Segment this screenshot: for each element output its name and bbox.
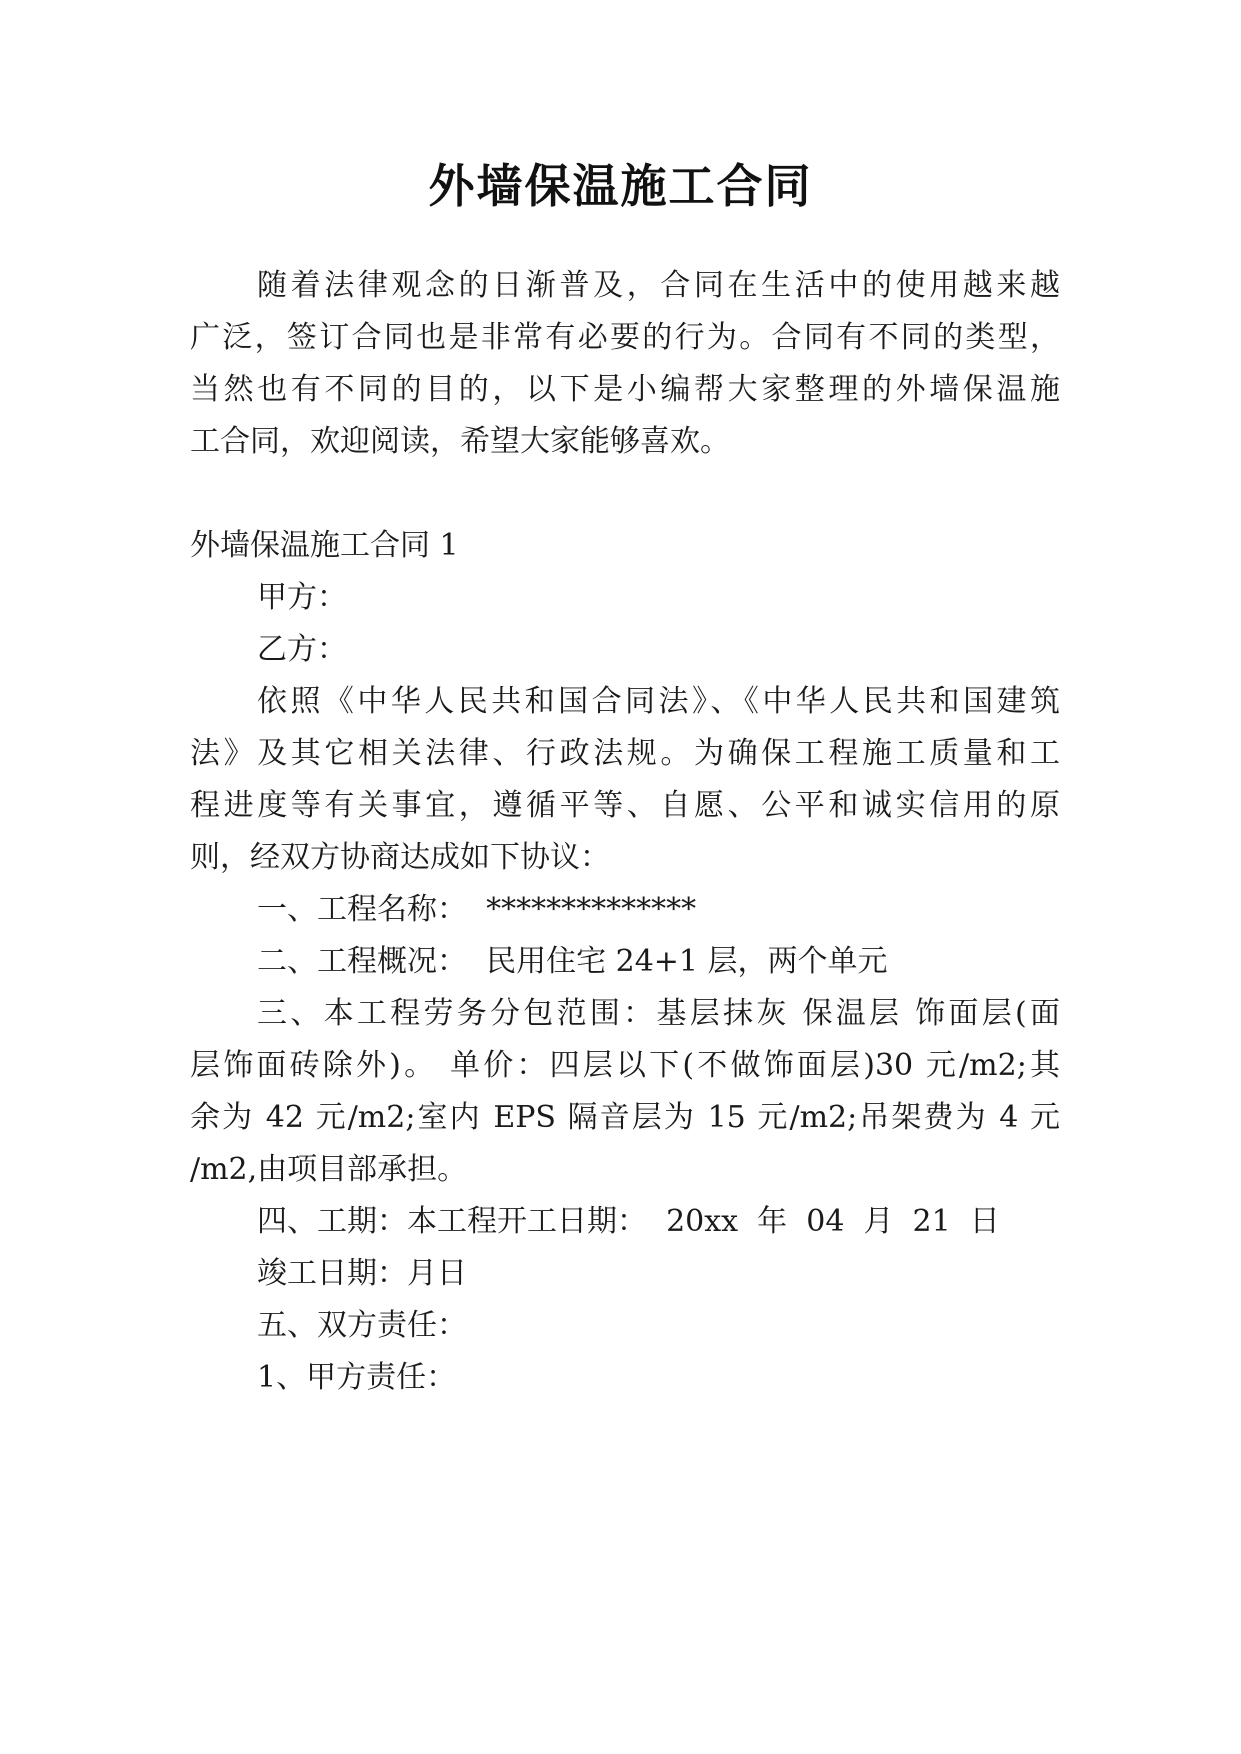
intro-line-1: 随着法律观念的日渐普及，合同在生活中的使用越来越: [257, 268, 1060, 303]
basis-line-2: 法》及其它相关法律、行政法规。为确保工程施工质量和工: [190, 736, 1060, 771]
intro-line-2: 广泛，签订合同也是非常有必要的行为。合同有不同的类型，: [190, 320, 1060, 355]
item-3-line-3: 余为 42 元/m2;室内 EPS 隔音层为 15 元/m2;吊架费为 4 元: [190, 1100, 1060, 1135]
intro-line-4: 工合同，欢迎阅读，希望大家能够喜欢。: [190, 424, 730, 459]
intro-line-3: 当然也有不同的目的，以下是小编帮大家整理的外墙保温施: [190, 372, 1060, 407]
basis-line-3: 程进度等有关事宜，遵循平等、自愿、公平和诚实信用的原: [190, 788, 1060, 823]
item-3-line-4: /m2,由项目部承担。: [190, 1152, 468, 1187]
basis-line-4: 则，经双方协商达成如下协议：: [190, 840, 610, 875]
item-4-completion-date: 竣工日期：月日: [257, 1256, 467, 1291]
item-3-line-1: 三、本工程劳务分包范围：基层抹灰 保温层 饰面层(面: [257, 996, 1060, 1031]
item-4-start-date: 四、工期：本工程开工日期： 20xx 年 04 月 21 日: [257, 1204, 1000, 1239]
item-2-project-overview: 二、工程概况： 民用住宅 24+1 层，两个单元: [257, 944, 888, 979]
party-b-label: 乙方：: [257, 632, 347, 667]
basis-line-1: 依照《中华人民共和国合同法》、《中华人民共和国建筑: [257, 684, 1060, 719]
party-a-label: 甲方：: [257, 580, 347, 615]
section-title: 外墙保温施工合同 1: [190, 528, 459, 563]
item-3-line-2: 层饰面砖除外)。 单价：四层以下(不做饰面层)30 元/m2;其: [190, 1048, 1060, 1083]
document-title: 外墙保温施工合同: [428, 159, 813, 213]
item-1-project-name: 一、工程名称： **************: [257, 892, 697, 927]
item-5-1-party-a-responsibilities: 1、甲方责任：: [257, 1360, 457, 1395]
item-5-responsibilities: 五、双方责任：: [257, 1308, 467, 1343]
